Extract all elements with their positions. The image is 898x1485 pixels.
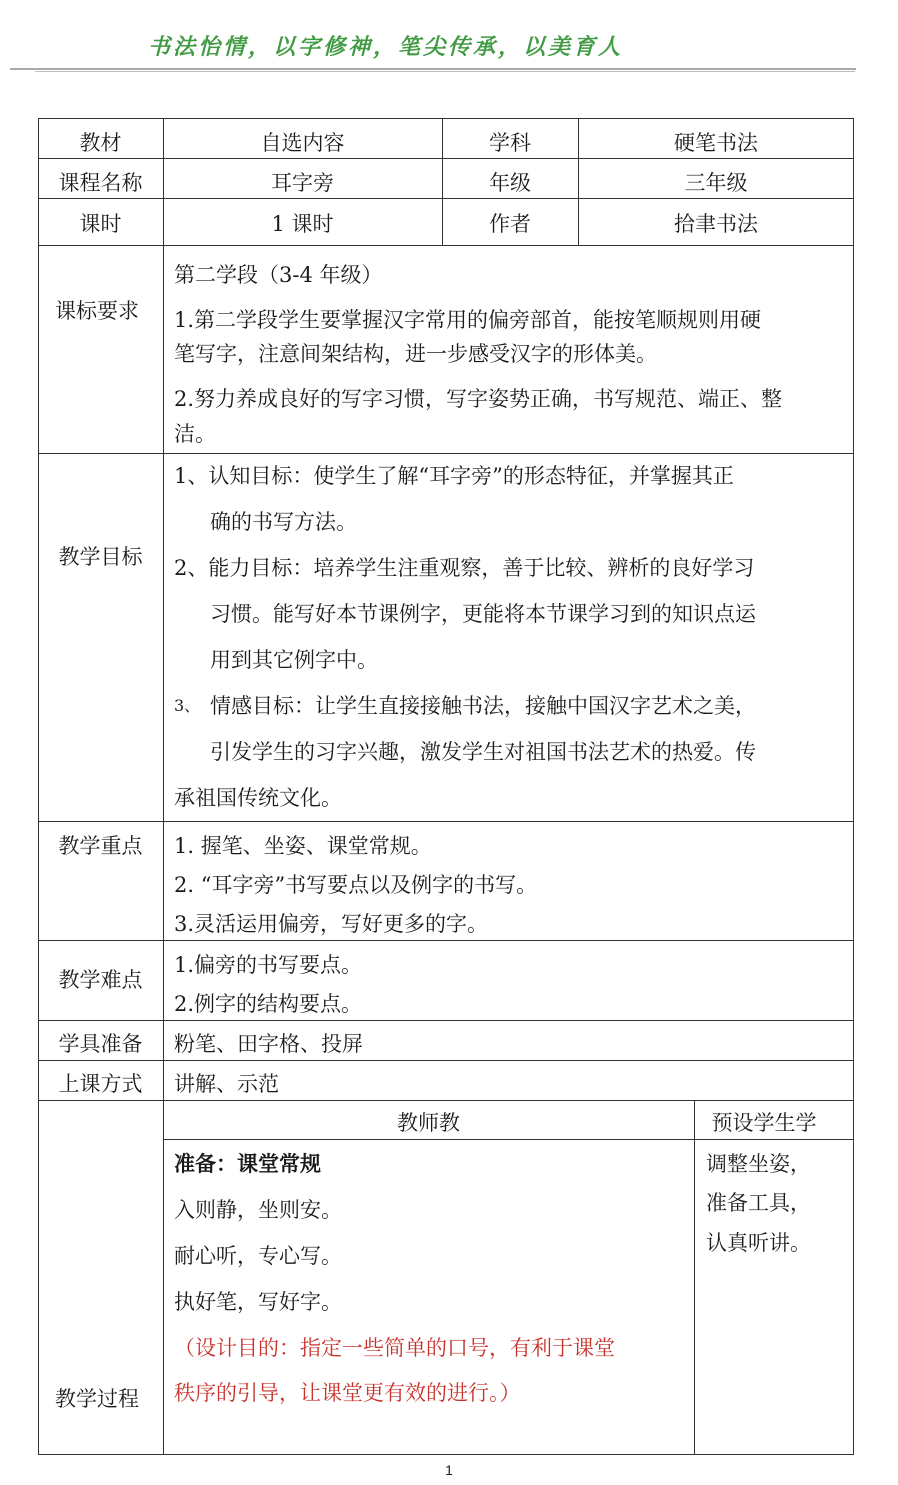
student-line-1: 调整坐姿，	[706, 1152, 811, 1176]
standard-line-2: 1.第二学段学生要掌握汉字常用的偏旁部首，能按笔顺规则用硬	[174, 308, 762, 332]
goals-line-2: 确的书写方法。	[210, 510, 357, 534]
goals-line-4: 习惯。能写好本节课例字，更能将本节课学习到的知识点运	[210, 602, 756, 626]
method-value: 讲解、示范	[174, 1072, 279, 1096]
label-standard: 课标要求	[55, 299, 139, 323]
value-course-name: 耳字旁	[271, 171, 334, 195]
label-key-points: 教学重点	[58, 834, 143, 858]
goals-line-3: 2、能力目标：培养学生注重观察，善于比较、辨析的良好学习	[174, 556, 755, 580]
value-grade: 三年级	[684, 171, 748, 195]
goals-line-7: 引发学生的习字兴趣，激发学生对祖国书法艺术的热爱。传	[210, 740, 756, 764]
label-periods: 课时	[79, 212, 122, 236]
student-line-3: 认真听讲。	[706, 1231, 811, 1255]
difficulty-1: 1.偏旁的书写要点。	[174, 953, 363, 977]
value-author: 拾聿书法	[674, 212, 758, 236]
label-author: 作者	[489, 212, 531, 236]
design-purpose-line-2: 秩序的引导，让课堂更有效的进行。）	[174, 1381, 521, 1405]
value-textbook: 自选内容	[260, 131, 345, 155]
header-motto: 书法怡情，以字修神，笔尖传承，以美育人	[148, 35, 624, 60]
value-periods: 1 课时	[271, 212, 334, 236]
page-number: 1	[445, 1462, 453, 1478]
header-rule	[10, 68, 856, 70]
goals-line-6-number: 3、	[174, 696, 201, 715]
label-tools: 学具准备	[58, 1032, 143, 1056]
goals-line-5: 用到其它例字中。	[210, 648, 378, 672]
prep-title: 准备：课堂常规	[174, 1152, 321, 1176]
standard-line-3: 笔写字，注意间架结构，进一步感受汉字的形体美。	[174, 342, 657, 366]
label-goals: 教学目标	[58, 545, 143, 569]
difficulty-2: 2.例字的结构要点。	[174, 992, 363, 1016]
routine-line-2: 耐心听，专心写。	[174, 1244, 342, 1268]
routine-line-3: 执好笔，写好字。	[174, 1290, 342, 1314]
goals-line-8: 承祖国传统文化。	[174, 786, 342, 810]
standard-line-1: 第二学段（3-4 年级）	[174, 263, 383, 287]
goals-line-1: 1、认知目标：使学生了解“耳字旁”的形态特征，并掌握其正	[174, 464, 734, 488]
student-line-2: 准备工具，	[706, 1191, 811, 1215]
goals-line-6: 情感目标：让学生直接接触书法，接触中国汉字艺术之美，	[210, 694, 756, 718]
label-subject: 学科	[489, 131, 531, 155]
label-course-name: 课程名称	[58, 171, 143, 195]
label-difficulties: 教学难点	[58, 968, 143, 992]
tools-value: 粉笔、田字格、投屏	[174, 1032, 363, 1056]
label-method: 上课方式	[58, 1072, 143, 1096]
student-column-header: 预设学生学	[711, 1111, 817, 1135]
value-subject: 硬笔书法	[674, 131, 758, 155]
key-point-2: 2. “耳字旁”书写要点以及例字的书写。	[174, 873, 538, 897]
standard-line-5: 洁。	[174, 422, 216, 446]
teacher-column-header: 教师教	[397, 1111, 460, 1135]
label-process: 教学过程	[55, 1387, 139, 1411]
header-rule-thin	[35, 71, 855, 72]
key-point-1: 1. 握笔、坐姿、课堂常规。	[174, 834, 432, 858]
label-grade: 年级	[489, 171, 531, 195]
design-purpose-line-1: （设计目的：指定一些简单的口号，有利于课堂	[174, 1336, 615, 1360]
key-point-3: 3.灵活运用偏旁，写好更多的字。	[174, 912, 489, 936]
label-textbook: 教材	[79, 131, 122, 155]
routine-line-1: 入则静，坐则安。	[174, 1198, 342, 1222]
standard-line-4: 2.努力养成良好的写字习惯，写字姿势正确，书写规范、端正、整	[174, 387, 783, 411]
